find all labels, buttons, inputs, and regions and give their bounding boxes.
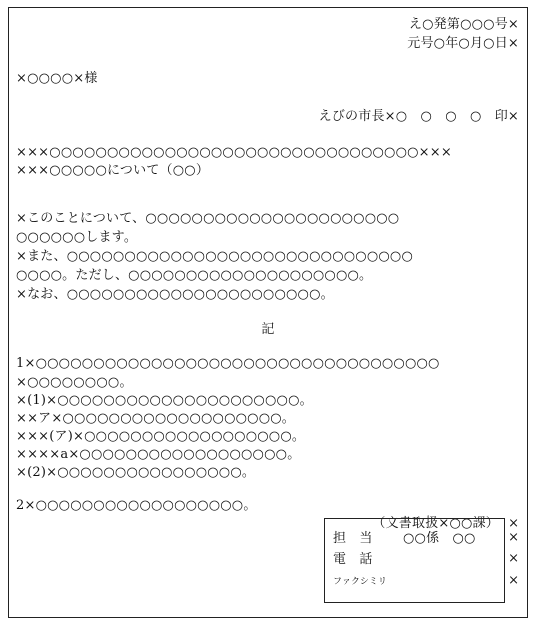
item-line-7: ×(2)×○○○○○○○○○○○○○○○○。 — [16, 465, 256, 480]
handling-note: （文書取扱×○○課） — [372, 516, 499, 531]
person-label: 担 当 — [333, 531, 373, 546]
fax-label: ファクシミリ — [333, 577, 387, 587]
body-line-3: ×また、○○○○○○○○○○○○○○○○○○○○○○○○○○○○○○ — [16, 249, 413, 264]
body-line-5: ×なお、○○○○○○○○○○○○○○○○○○○○○○。 — [16, 287, 334, 302]
contact-x-mark-3: × — [508, 573, 519, 588]
person-value: ○○係 ○○ — [403, 531, 476, 546]
item-line-5: ×××(ア)×○○○○○○○○○○○○○○○○○○。 — [16, 429, 306, 444]
subject-line-1: ×××○○○○○○○○○○○○○○○○○○○○○○○○○○○○○○○○××× — [16, 145, 452, 160]
item-line-3: ×(1)×○○○○○○○○○○○○○○○○○○○○○。 — [16, 393, 313, 408]
item-line-6: ××××a×○○○○○○○○○○○○○○○○○○。 — [16, 447, 301, 462]
subject-line-2: ×××○○○○○について（○○） — [16, 163, 210, 178]
item-line-2: ×○○○○○○○○。 — [16, 375, 133, 390]
contact-x-mark-2: × — [508, 551, 519, 566]
document-page — [8, 7, 528, 618]
contact-x-mark-1: × — [508, 530, 519, 545]
body-line-2: ○○○○○○します。 — [16, 230, 138, 245]
sender: えびの市長×○ ○ ○ ○ 印× — [318, 109, 519, 124]
document-number: え○発第○○○号× — [408, 17, 519, 32]
contact-box — [324, 518, 505, 603]
item-line-1: 1×○○○○○○○○○○○○○○○○○○○○○○○○○○○○○○○○○○○ — [16, 356, 440, 371]
document-date: 元号○年○月○日× — [407, 36, 519, 51]
handling-x-mark: × — [508, 516, 519, 531]
body-line-1: ×このことについて、○○○○○○○○○○○○○○○○○○○○○○ — [16, 211, 400, 226]
item-line-8: 2×○○○○○○○○○○○○○○○○○○。 — [16, 498, 257, 513]
item-line-4: ××ア×○○○○○○○○○○○○○○○○○○○。 — [16, 411, 295, 426]
phone-label: 電 話 — [333, 552, 373, 567]
ki-heading: 記 — [261, 322, 275, 337]
addressee: ×○○○○×様 — [16, 71, 98, 86]
body-line-4: ○○○○。ただし、○○○○○○○○○○○○○○○○○○○○。 — [16, 268, 373, 283]
